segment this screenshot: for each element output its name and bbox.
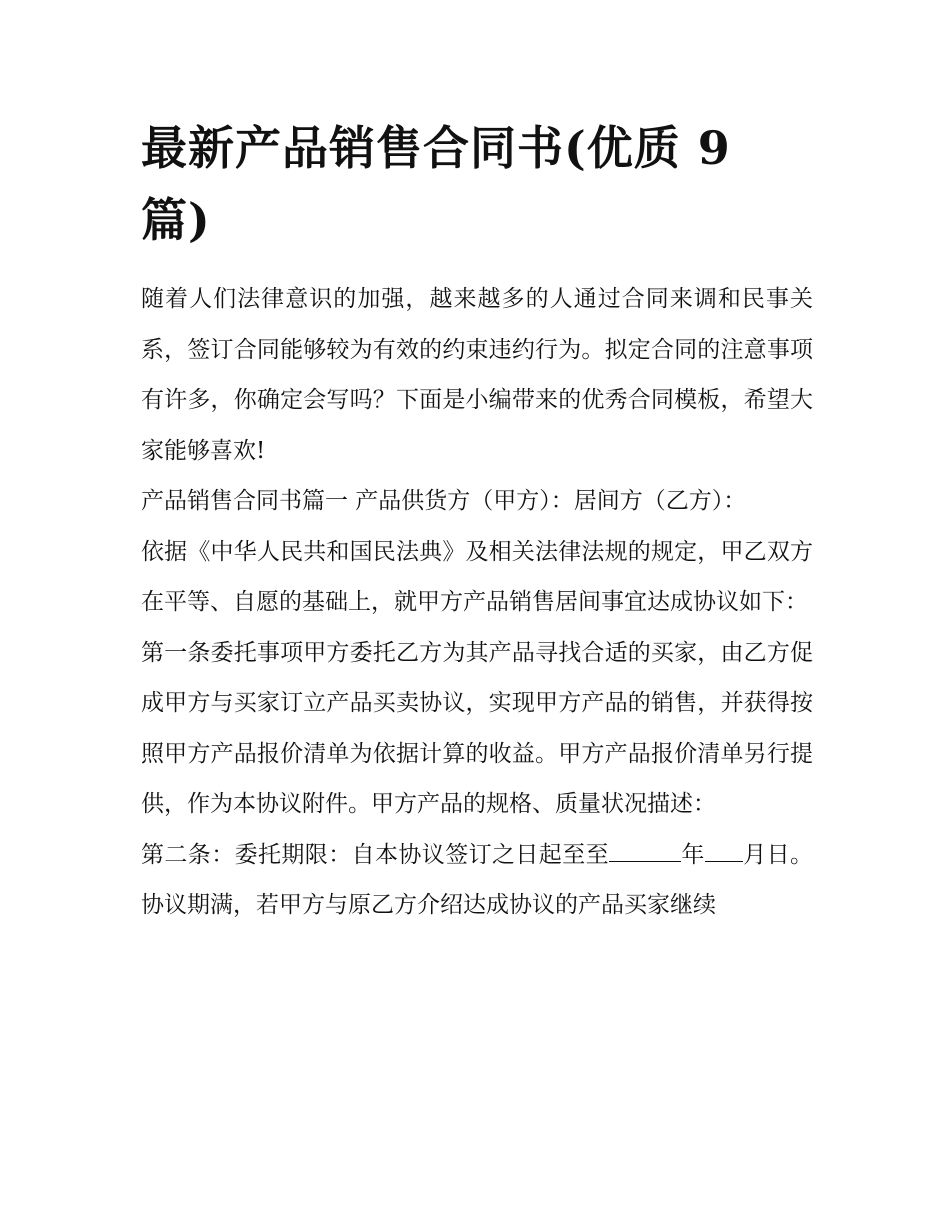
month-label: 月 bbox=[742, 841, 767, 868]
year-blank-line bbox=[609, 839, 681, 862]
article-1-paragraph: 第一条委托事项甲方委托乙方为其产品寻找合适的买家，由乙方促成甲方与买家订立产品买卖协议，实现甲方产品的销售，并获得按照甲方产品报价清单为依据计算的收益。甲方产品报价清单另行提供，作为本协议附件。甲方产品的规格、质量状况描述： bbox=[141, 639, 813, 817]
intro-paragraph: 随着人们法律意识的加强，越来越多的人通过合同来调和民事关系，签订合同能够较为有效的约束违约行为。拟定合同的注意事项有许多，你确定会写吗？下面是小编带来的优秀合同模板，希望大家能够喜欢! bbox=[141, 286, 813, 464]
article-2-text-end: 日。协议期满，若甲方与原乙方介绍达成协议的产品买家继续 bbox=[141, 841, 814, 918]
year-label: 年 bbox=[681, 841, 705, 868]
basis-paragraph: 依据《中华人民共和国民法典》及相关法律法规的规定，甲乙双方在平等、自愿的基础上，就甲方产品销售居间事宜达成协议如下： bbox=[141, 538, 813, 615]
month-blank-line bbox=[705, 839, 743, 862]
article-2-text-start: 第二条：委托期限：自本协议签订之日起至至 bbox=[141, 841, 609, 868]
document-page bbox=[141, 112, 813, 931]
document-title: 最新产品销售合同书(优质 9 篇) bbox=[141, 121, 731, 247]
article-2-paragraph bbox=[141, 830, 813, 931]
section-heading: 产品销售合同书篇一 产品供货方（甲方）：居间方（乙方）： bbox=[141, 488, 747, 514]
